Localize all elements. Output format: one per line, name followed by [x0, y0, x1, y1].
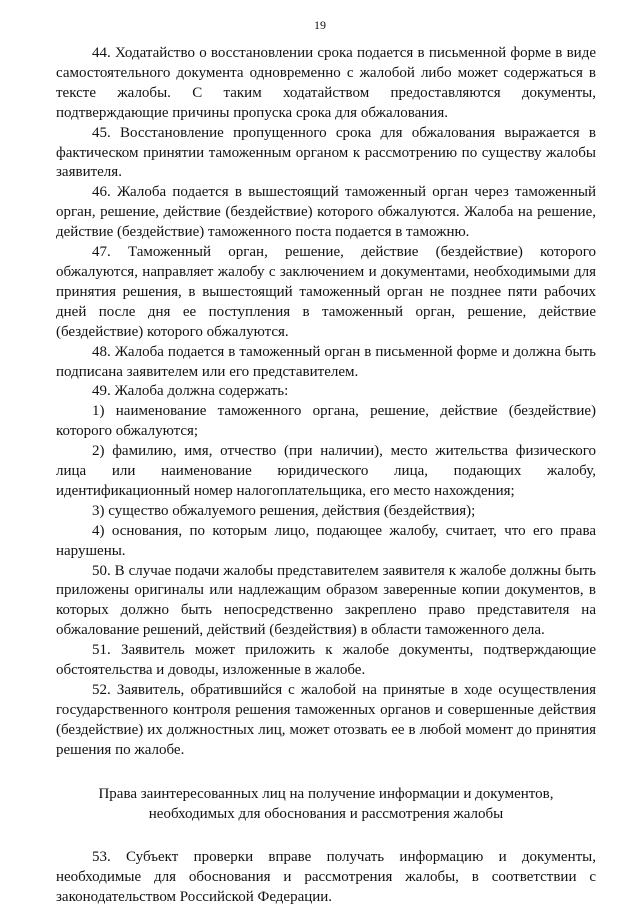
section-title [56, 785, 596, 825]
section-title-line-2: необходимых для обоснования и рассмотрения жалобы [148, 805, 504, 822]
paragraph-53: 53. Субъект проверки вправе получать информацию и документы, необходимые для обоснования и рассмотрения жалобы, в соответствии с законодательством Российской Федерации. [56, 849, 596, 906]
list-item-2: 2) фамилию, имя, отчество (при наличии), место жительства физического лица или наименование юридического лица, подающих жалобу, идентификационный номер налогоплательщика, его место нахождения; [56, 443, 596, 499]
paragraph-52: 52. Заявитель, обратившийся с жалобой на принятые в ходе осуществления государственного контроля решения таможенных органов и совершенные действия (бездействие) их должностных лиц, может отозвать ее в любой момент до принятия решения по жалобе. [56, 682, 596, 758]
paragraph-47: 47. Таможенный орган, решение, действие (бездействие) которого обжалуются, направляет жалобу с заключением и документами, необходимыми для принятия решения, в вышестоящий таможенный орган не позднее пяти рабочих дней после дня ее поступления в таможенный орган, решение, действие (бездействие) которого обжалуются. [56, 244, 596, 340]
paragraph-44: 44. Ходатайство о восстановлении срока подается в письменной форме в виде самостоятельного документа одновременно с жалобой либо может содержаться в тексте жалобы. С таким ходатайством предоставляются документы, подтверждающие причины пропуска срока для обжалования. [56, 45, 596, 121]
page-number: 19 [314, 18, 326, 32]
list-item-3: 3) существо обжалуемого решения, действия (бездействия); [92, 502, 476, 519]
document-body [56, 44, 596, 908]
paragraph-46: 46. Жалоба подается в вышестоящий таможенный орган через таможенный орган, решение, действие (бездействие) которого обжалуются. Жалоба на решение, действие (бездействие) таможенного поста подается в таможню. [56, 184, 596, 241]
paragraph-51: 51. Заявитель может приложить к жалобе документы, подтверждающие обстоятельства и доводы, изложенные в жалобе. [56, 642, 596, 679]
list-item-4: 4) основания, по которым лицо, подающее жалобу, считает, что его права нарушены. [56, 522, 596, 559]
section-title-line-1: Права заинтересованных лиц на получение информации и документов, [98, 785, 554, 802]
paragraph-50: 50. В случае подачи жалобы представителем заявителя к жалобе должны быть приложены оригиналы или надлежащим образом заверенные копии документов, в которых должно быть непосредственно закреплено право представителя на обжалование решений, действий (бездействия) в области таможенного дела. [56, 562, 596, 639]
paragraph-48: 48. Жалоба подается в таможенный орган в письменной форме и должна быть подписана заявителем или его представителем. [56, 343, 596, 380]
paragraph-49: 49. Жалоба должна содержать: [92, 383, 289, 400]
list-item-1: 1) наименование таможенного органа, решение, действие (бездействие) которого обжалуются; [56, 403, 596, 440]
paragraph-45: 45. Восстановление пропущенного срока для обжалования выражается в фактическом принятии таможенным органом к рассмотрению по существу жалобы заявителя. [56, 124, 596, 181]
